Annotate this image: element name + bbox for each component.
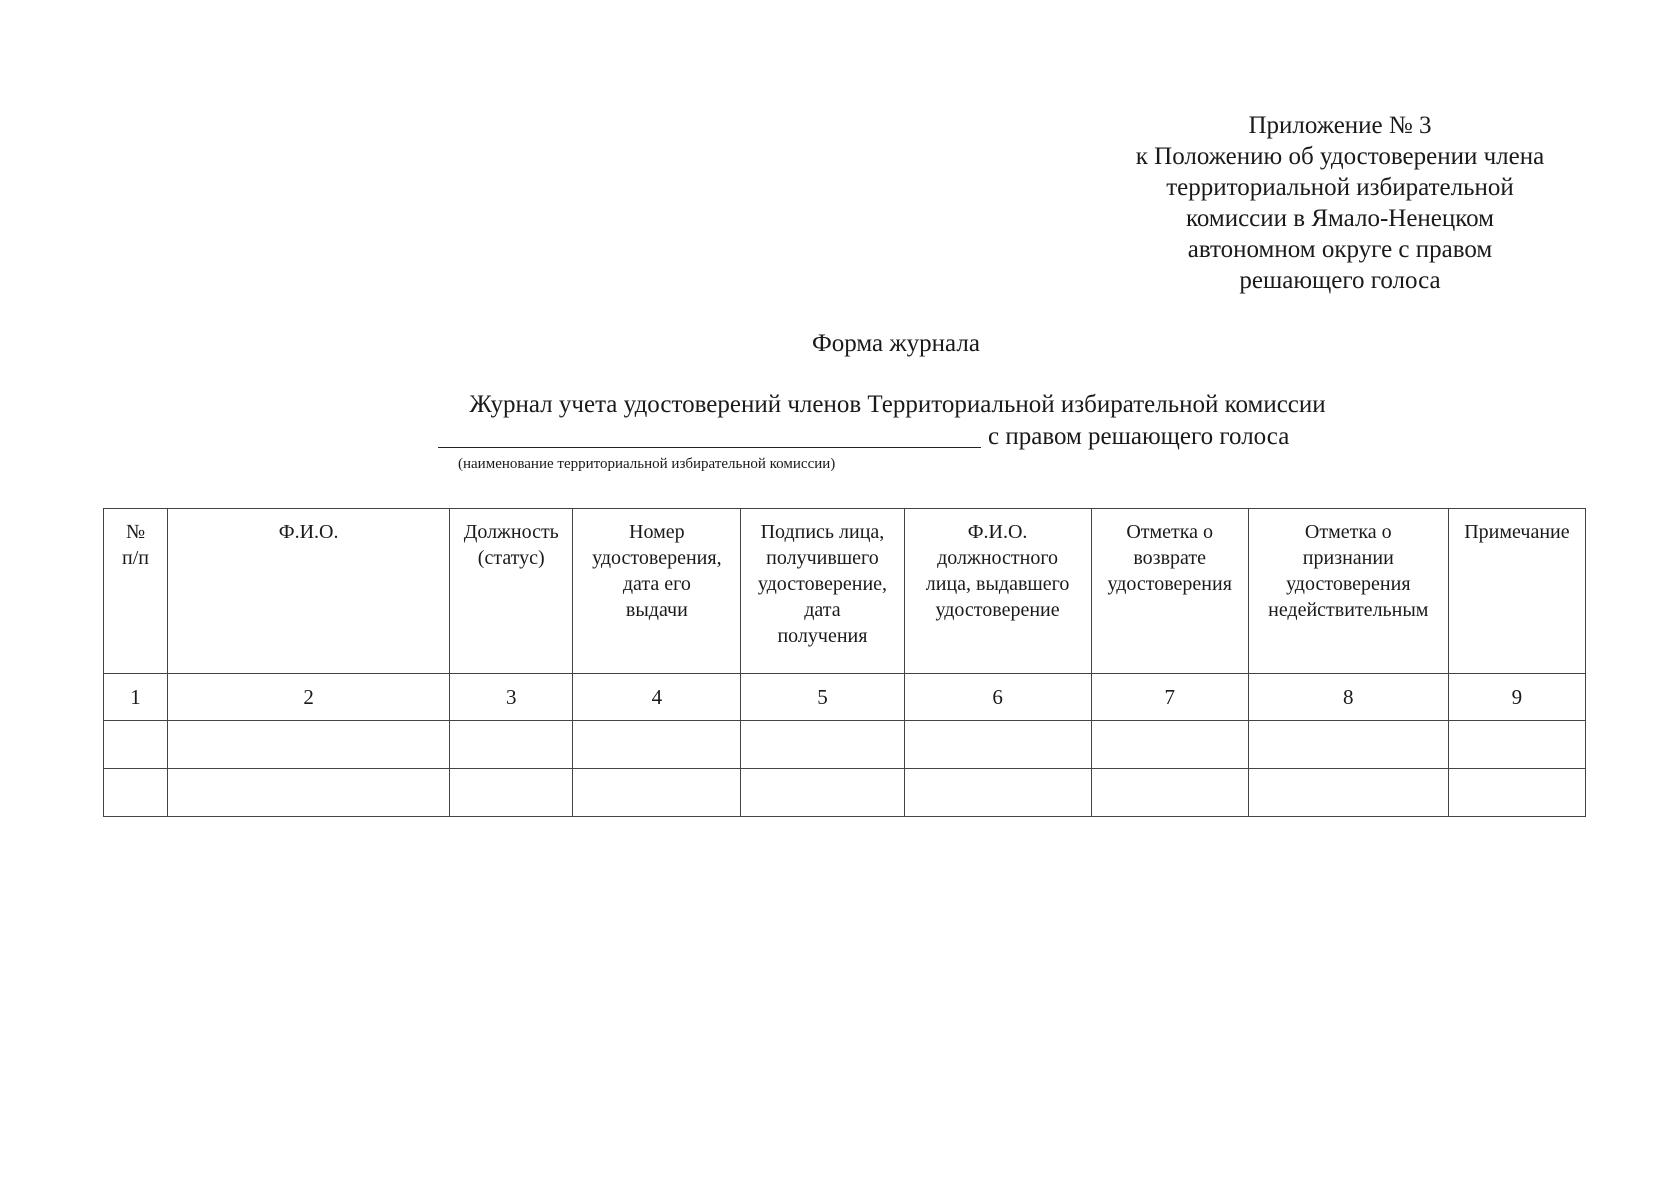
column-number: 3 xyxy=(450,674,573,721)
appendix-line: к Положению об удостоверении члена xyxy=(1135,143,1545,170)
empty-cell xyxy=(450,769,573,817)
header-label: Должность (статус) xyxy=(463,521,559,569)
table-row xyxy=(104,721,1586,769)
header-cell xyxy=(741,509,904,674)
column-number: 1 xyxy=(104,674,168,721)
appendix-line: территориальной избирательной xyxy=(1166,174,1514,201)
blank-fill-line xyxy=(438,447,981,448)
empty-cell xyxy=(904,769,1091,817)
column-number: 2 xyxy=(168,674,450,721)
header-cell xyxy=(168,509,450,674)
empty-cell xyxy=(741,769,904,817)
table-row xyxy=(104,769,1586,817)
header-cell xyxy=(1091,509,1248,674)
empty-cell xyxy=(1248,721,1448,769)
appendix-line: решающего голоса xyxy=(1239,267,1441,294)
empty-cell xyxy=(573,721,741,769)
column-number: 5 xyxy=(741,674,904,721)
empty-cell xyxy=(1448,721,1585,769)
empty-cell xyxy=(1091,769,1248,817)
blank-caption: (наименование территориальной избирательной комиссии) xyxy=(458,456,836,472)
empty-cell xyxy=(450,721,573,769)
journal-title-suffix: с правом решающего голоса xyxy=(988,423,1290,450)
empty-cell xyxy=(1448,769,1585,817)
header-cell xyxy=(904,509,1091,674)
header-cell xyxy=(1448,509,1585,674)
header-label: Ф.И.О. должностного лица, выдавшего удостоверение xyxy=(925,521,1070,621)
header-label: Отметка о признании удостоверения недействительным xyxy=(1268,521,1429,621)
header-label: Примечание xyxy=(1464,521,1570,543)
header-label: Ф.И.О. xyxy=(278,521,339,543)
appendix-line: автономном округе с правом xyxy=(1187,236,1493,263)
column-number: 7 xyxy=(1091,674,1248,721)
journal-title: Журнал учета удостоверений членов Территориальной избирательной комиссии xyxy=(469,391,1326,418)
header-label: № п/п xyxy=(122,521,149,569)
empty-cell xyxy=(168,769,450,817)
header-cell xyxy=(104,509,168,674)
header-label: Подпись лица, получившего удостоверение, дата получения xyxy=(757,521,888,647)
column-number: 9 xyxy=(1448,674,1585,721)
appendix-line: комиссии в Ямало-Ненецком xyxy=(1185,205,1495,232)
empty-cell xyxy=(104,721,168,769)
column-number: 8 xyxy=(1248,674,1448,721)
empty-cell xyxy=(904,721,1091,769)
appendix-note xyxy=(1080,110,1600,296)
header-cell xyxy=(573,509,741,674)
empty-cell xyxy=(1248,769,1448,817)
appendix-line: Приложение № 3 xyxy=(1248,112,1432,139)
journal-table xyxy=(103,508,1586,817)
empty-cell xyxy=(168,721,450,769)
empty-cell xyxy=(741,721,904,769)
column-number: 4 xyxy=(573,674,741,721)
form-title: Форма журнала xyxy=(812,330,980,357)
column-number: 6 xyxy=(904,674,1091,721)
header-cell xyxy=(450,509,573,674)
empty-cell xyxy=(573,769,741,817)
header-label: Номер удостоверения, дата его выдачи xyxy=(592,521,722,621)
column-number-row xyxy=(104,674,1586,721)
header-label: Отметка о возврате удостоверения xyxy=(1107,521,1232,595)
table-header-row xyxy=(104,509,1586,674)
empty-cell xyxy=(1091,721,1248,769)
empty-cell xyxy=(104,769,168,817)
journal-title-line2 xyxy=(438,421,1438,472)
header-cell xyxy=(1248,509,1448,674)
